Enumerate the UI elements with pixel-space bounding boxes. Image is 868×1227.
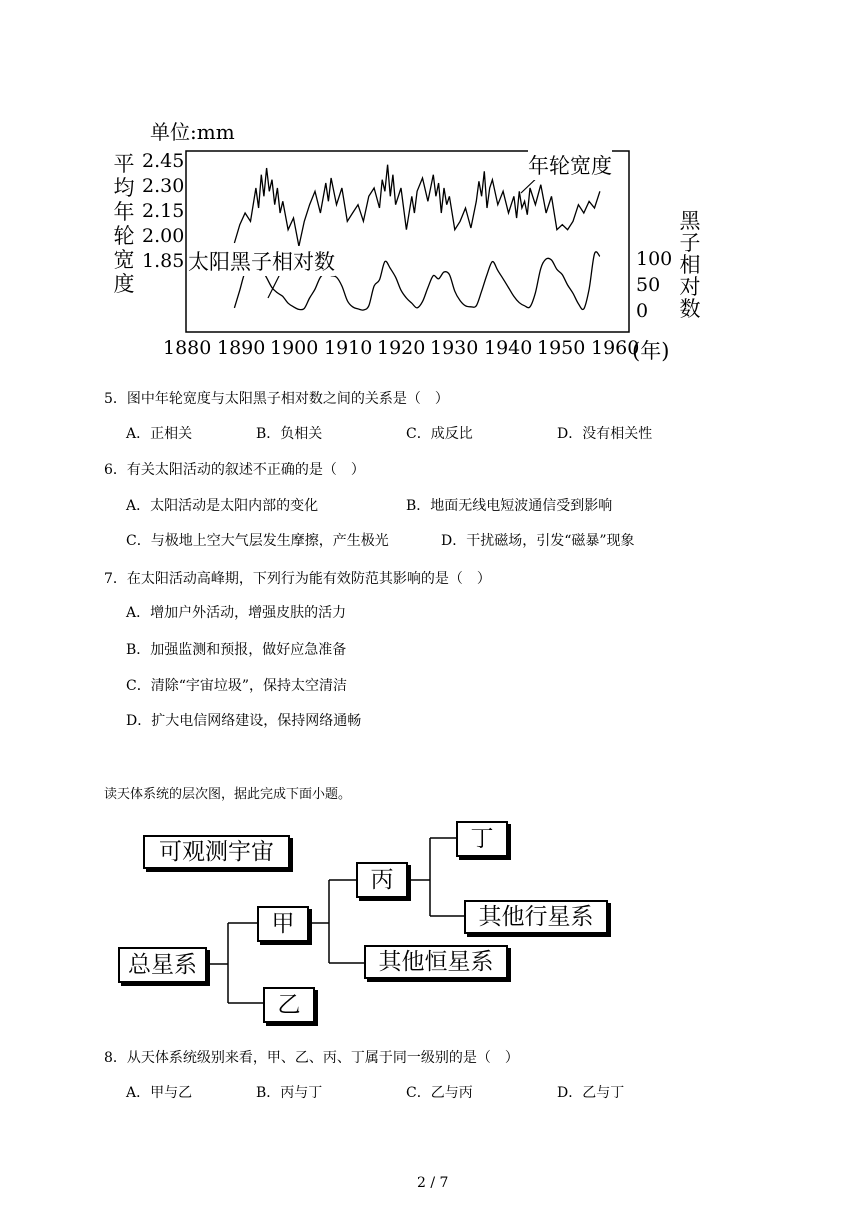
page-number: 2 / 7 (417, 1175, 449, 1191)
y-right-label: 黑子相对数 (679, 209, 701, 321)
question5-stem: 5．图中年轮宽度与太阳黑子相对数之间的关系是（ ） (104, 391, 449, 407)
yi-box: 乙 (263, 987, 315, 1023)
x-tick: 1900 (270, 337, 319, 359)
x-tick: 1920 (377, 337, 426, 359)
series-label-sunspot: 太阳黑子相对数 (188, 246, 335, 276)
x-tick: 1960 (591, 337, 640, 359)
y-left-tick: 1.85 (142, 250, 185, 272)
other-planet-systems-box: 其他行星系 (464, 900, 608, 934)
series-label-ring-width: 年轮宽度 (528, 150, 612, 180)
question6-option-d[interactable]: D．干扰磁场，引发“磁暴”现象 (441, 533, 635, 549)
x-tick: 1930 (430, 337, 479, 359)
question6-option-a[interactable]: A．太阳活动是太阳内部的变化 (126, 498, 319, 514)
y-left-tick: 2.00 (142, 225, 185, 247)
question7-option-b[interactable]: B．加强监测和预报，做好应急准备 (126, 642, 347, 658)
question7-stem: 7．在太阳活动高峰期，下列行为能有效防范其影响的是（ ） (104, 571, 491, 587)
y-left-label: 平均年轮宽度 (113, 152, 135, 296)
y-left-tick: 2.15 (142, 200, 185, 222)
question6-option-b[interactable]: B．地面无线电短波通信受到影响 (406, 498, 613, 514)
x-tick: 1950 (537, 337, 586, 359)
ding-box: 丁 (456, 821, 508, 857)
x-tick: 1940 (484, 337, 533, 359)
question6-stem: 6．有关太阳活动的叙述不正确的是（ ） (104, 462, 365, 478)
question8-option-c[interactable]: C．乙与丙 (406, 1085, 473, 1101)
question5-option-d[interactable]: D．没有相关性 (557, 426, 653, 442)
x-tick: 1890 (217, 337, 266, 359)
question5-option-a[interactable]: A．正相关 (126, 426, 193, 442)
question8-stem: 8．从天体系统级别来看，甲、乙、丙、丁属于同一级别的是（ ） (104, 1050, 519, 1066)
question8-option-b[interactable]: B．丙与丁 (256, 1085, 323, 1101)
question7-option-c[interactable]: C．清除“宇宙垃圾”，保持太空清洁 (126, 678, 348, 694)
y-right-tick: 0 (636, 300, 649, 322)
question8-option-a[interactable]: A．甲与乙 (126, 1085, 193, 1101)
question5-option-b[interactable]: B．负相关 (256, 426, 323, 442)
x-tick: 1910 (324, 337, 373, 359)
observable-universe-box: 可观测宇宙 (143, 835, 290, 869)
total-galaxy-box: 总星系 (118, 947, 207, 983)
x-tick: 1880 (163, 337, 212, 359)
question7-option-a[interactable]: A．增加户外活动，增强皮肤的活力 (126, 605, 347, 621)
y-left-tick: 2.30 (142, 175, 185, 197)
x-axis-unit: (年) (632, 339, 670, 363)
y-right-tick: 50 (636, 274, 661, 296)
y-right-tick: 100 (636, 248, 673, 270)
question7-option-d[interactable]: D．扩大电信网络建设，保持网络通畅 (126, 713, 362, 729)
question6-option-c[interactable]: C．与极地上空大气层发生摩擦，产生极光 (126, 533, 389, 549)
question8-option-d[interactable]: D．乙与丁 (557, 1085, 625, 1101)
diagram-intro: 读天体系统的层次图，据此完成下面小题。 (104, 787, 352, 802)
y-left-tick: 2.45 (142, 150, 185, 172)
bing-box: 丙 (356, 862, 408, 898)
unit-label: 单位:mm (150, 120, 235, 144)
jia-box: 甲 (257, 906, 309, 942)
other-star-systems-box: 其他恒星系 (364, 945, 508, 979)
question5-option-c[interactable]: C．成反比 (406, 426, 473, 442)
